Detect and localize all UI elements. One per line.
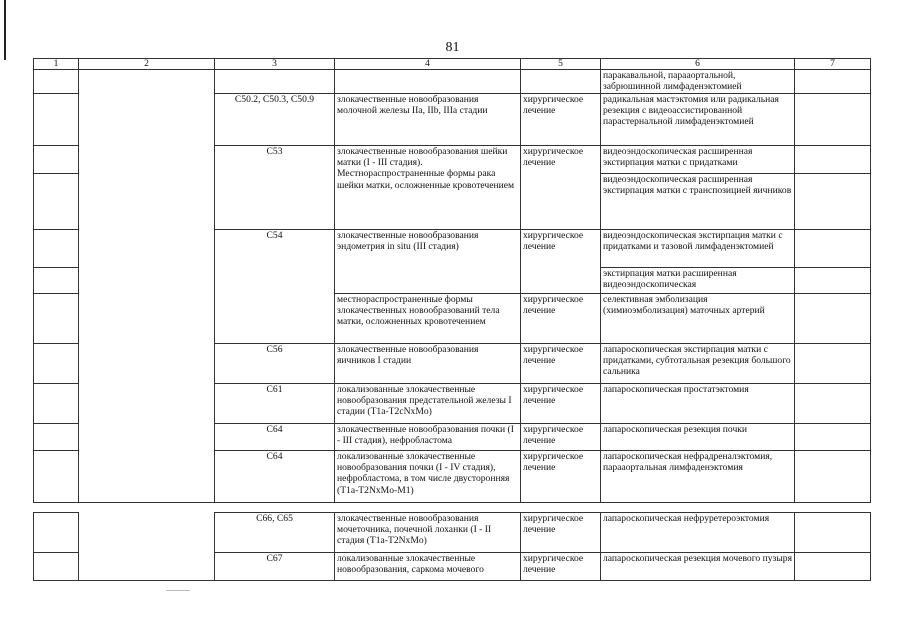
cell-code: C66, C65 bbox=[215, 513, 335, 553]
cell-col-1 bbox=[34, 553, 79, 581]
cell-methods: лапароскопическая нефруретероэктомия bbox=[601, 513, 795, 553]
cell-diagnosis bbox=[335, 70, 521, 94]
cell-col-7 bbox=[795, 94, 871, 146]
cell-methods: паракавальной, парааортальной, забрюшинной лимфаденэктомией bbox=[601, 70, 795, 94]
header-col-3: 3 bbox=[215, 59, 335, 70]
treatment-table-continued bbox=[33, 512, 871, 581]
cell-methods: лапароскопическая резекция почки bbox=[601, 424, 795, 451]
cell-treatment: хирургическое лечение bbox=[521, 94, 601, 146]
cell-col-7 bbox=[795, 344, 871, 384]
cell-col-2-merged bbox=[79, 70, 215, 503]
cell-diagnosis: локализованные злокачественные новообразования, саркома мочевого bbox=[335, 553, 521, 581]
cell-treatment: хирургическое лечение bbox=[521, 424, 601, 451]
cell-diagnosis: злокачественные новообразования молочной железы IIa, IIb, IIIa стадии bbox=[335, 94, 521, 146]
cell-col-7 bbox=[795, 513, 871, 553]
cell-col-2-merged bbox=[79, 513, 215, 581]
cell-treatment: хирургическое лечение bbox=[521, 146, 601, 230]
cell-code: C56 bbox=[215, 344, 335, 384]
cell-col-1 bbox=[34, 268, 79, 294]
cell-col-7 bbox=[795, 424, 871, 451]
cell-methods: лапароскопическая экстирпация матки с придатками, субтотальная резекция большого сальника bbox=[601, 344, 795, 384]
cell-methods: селективная эмболизация (химиоэмболизация) маточных артерий bbox=[601, 294, 795, 344]
cell-code: C50.2, C50.3, C50.9 bbox=[215, 94, 335, 146]
scan-mark bbox=[166, 590, 190, 591]
cell-diagnosis: злокачественные новообразования эндометрия in situ (III стадия) bbox=[335, 230, 521, 294]
cell-col-1 bbox=[34, 174, 79, 230]
table-header-row bbox=[34, 59, 871, 70]
cell-col-1 bbox=[34, 424, 79, 451]
cell-methods: лапароскопическая простатэктомия bbox=[601, 384, 795, 424]
table-row bbox=[34, 70, 871, 94]
cell-col-1 bbox=[34, 384, 79, 424]
cell-treatment: хирургическое лечение bbox=[521, 451, 601, 503]
cell-diagnosis: злокачественные новообразования яичников I стадии bbox=[335, 344, 521, 384]
cell-treatment: хирургическое лечение bbox=[521, 513, 601, 553]
cell-treatment bbox=[521, 70, 601, 94]
cell-col-7 bbox=[795, 553, 871, 581]
cell-methods: видеоэндоскопическая экстирпация матки с придатками и тазовой лимфаденэктомией bbox=[601, 230, 795, 268]
cell-col-7 bbox=[795, 70, 871, 94]
cell-methods: лапароскопическая резекция мочевого пузыря bbox=[601, 553, 795, 581]
cell-col-7 bbox=[795, 384, 871, 424]
treatment-table bbox=[33, 58, 871, 503]
cell-code: C54 bbox=[215, 230, 335, 344]
cell-col-1 bbox=[34, 94, 79, 146]
cell-methods: лапароскопическая нефрадреналэктомия, парааортальная лимфаденэктомия bbox=[601, 451, 795, 503]
cell-code: C64 bbox=[215, 424, 335, 451]
cell-col-7 bbox=[795, 268, 871, 294]
cell-col-1 bbox=[34, 451, 79, 503]
cell-col-1 bbox=[34, 344, 79, 384]
cell-col-7 bbox=[795, 230, 871, 268]
cell-methods: видеоэндоскопическая расширенная экстирпация матки с придатками bbox=[601, 146, 795, 174]
cell-diagnosis: злокачественные новообразования почки (I - III стадия), нефробластома bbox=[335, 424, 521, 451]
cell-code bbox=[215, 70, 335, 94]
cell-methods: экстирпация матки расширенная видеоэндоскопическая bbox=[601, 268, 795, 294]
cell-diagnosis: локализованные злокачественные новообразования почки (I - IV стадия), нефробластома, в том числе двусторонняя (T1a-T2NxMo-M1) bbox=[335, 451, 521, 503]
cell-col-7 bbox=[795, 451, 871, 503]
cell-treatment: хирургическое лечение bbox=[521, 384, 601, 424]
page-number: 81 bbox=[445, 40, 460, 55]
header-col-2: 2 bbox=[79, 59, 215, 70]
cell-treatment: хирургическое лечение bbox=[521, 294, 601, 344]
cell-col-1 bbox=[34, 146, 79, 174]
cell-code: C61 bbox=[215, 384, 335, 424]
cell-diagnosis: злокачественные новообразования мочеточника, почечной лоханки (I - II стадия (T1a-T2NxMo) bbox=[335, 513, 521, 553]
cell-col-1 bbox=[34, 294, 79, 344]
cell-col-1 bbox=[34, 70, 79, 94]
table-row bbox=[34, 513, 871, 553]
cell-col-7 bbox=[795, 146, 871, 174]
cell-col-7 bbox=[795, 294, 871, 344]
cell-diagnosis: злокачественные новообразования шейки матки (I - III стадия). Местнораспространенные формы рака шейки матки, осложненные кровотечением bbox=[335, 146, 521, 230]
cell-diagnosis: локализованные злокачественные новообразования предстательной железы I стадии (T1a-T2cNxMo) bbox=[335, 384, 521, 424]
cell-treatment: хирургическое лечение bbox=[521, 230, 601, 294]
cell-col-1 bbox=[34, 230, 79, 268]
header-col-1: 1 bbox=[34, 59, 79, 70]
cell-methods: радикальная мастэктомия или радикальная резекция с видеоассистированной парастернальной лимфаденэктомией bbox=[601, 94, 795, 146]
cell-code: C53 bbox=[215, 146, 335, 230]
cell-code: C64 bbox=[215, 451, 335, 503]
header-col-7: 7 bbox=[795, 59, 871, 70]
cell-treatment: хирургическое лечение bbox=[521, 553, 601, 581]
cell-col-1 bbox=[34, 513, 79, 553]
cell-treatment: хирургическое лечение bbox=[521, 344, 601, 384]
header-col-4: 4 bbox=[335, 59, 521, 70]
header-col-6: 6 bbox=[601, 59, 795, 70]
cell-col-7 bbox=[795, 174, 871, 230]
cell-code: C67 bbox=[215, 553, 335, 581]
cell-methods: видеоэндоскопическая расширенная экстирпация матки с транспозицией яичников bbox=[601, 174, 795, 230]
header-col-5: 5 bbox=[521, 59, 601, 70]
cell-diagnosis: местнораспространенные формы злокачественных новообразований тела матки, осложненных кровотечением bbox=[335, 294, 521, 344]
